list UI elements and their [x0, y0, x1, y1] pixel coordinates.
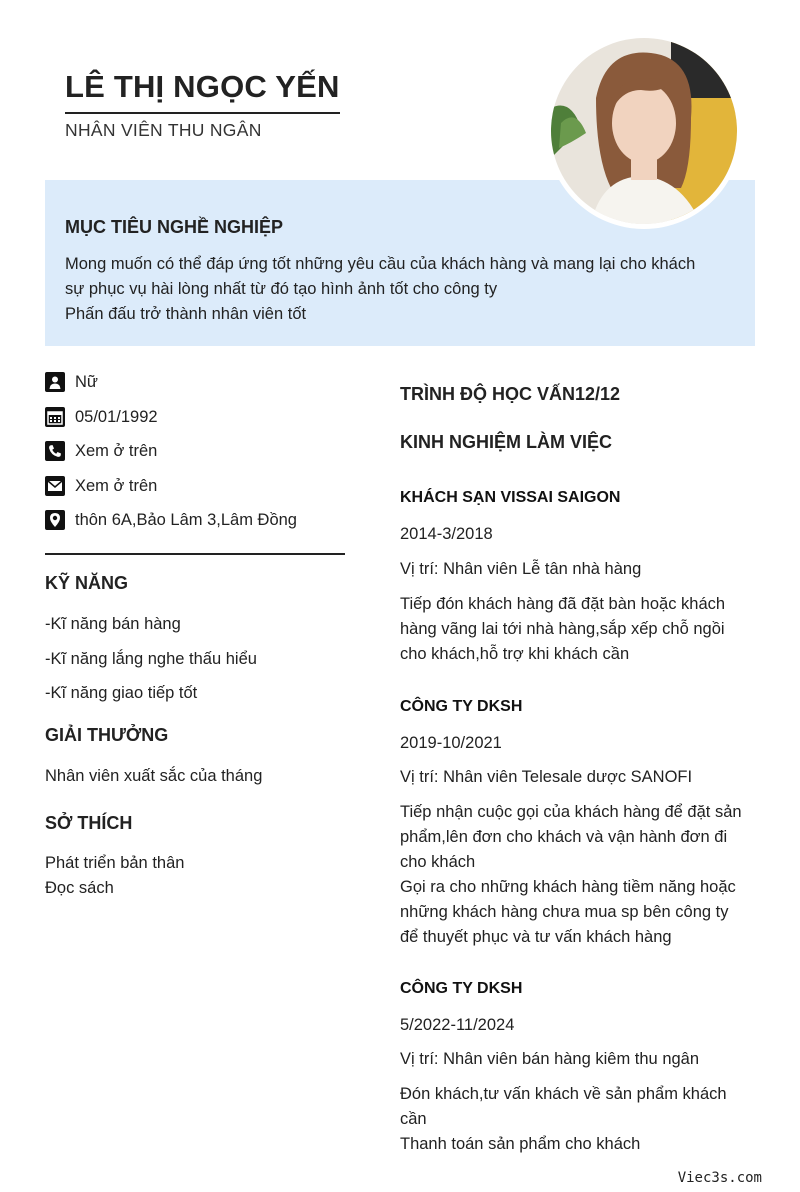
job-desc-line: Tiếp nhận cuộc gọi của khách hàng để đặt sản [400, 803, 742, 821]
job-desc-line: Tiếp đón khách hàng đã đặt bàn hoặc khách [400, 595, 726, 613]
objective-line: Phấn đấu trở thành nhân viên tốt [65, 305, 307, 323]
phone-value: Xem ở trên [75, 441, 158, 460]
job-company: CÔNG TY DKSH [400, 980, 523, 997]
address-value: thôn 6A,Bảo Lâm 3,Lâm Đồng [75, 510, 297, 529]
job-position: Vị trí: Nhân viên Lễ tân nhà hàng [400, 560, 642, 578]
job-desc-line: cho khách [400, 853, 476, 871]
gender-row [45, 371, 98, 393]
experience-heading: KINH NGHIỆM LÀM VIỆC [400, 432, 613, 452]
job-position: Vị trí: Nhân viên bán hàng kiêm thu ngân [400, 1050, 700, 1068]
user-icon [45, 372, 65, 392]
job-company: CÔNG TY DKSH [400, 698, 523, 715]
hobby-item: Phát triển bản thân [45, 854, 185, 872]
job-period: 5/2022-11/2024 [400, 1016, 515, 1034]
job-desc-line: Thanh toán sản phẩm cho khách [400, 1135, 641, 1153]
job-desc-line: để thuyết phục và tư vấn khách hàng [400, 928, 672, 946]
job-company: KHÁCH SẠN VISSAI SAIGON [400, 489, 621, 506]
job-title: NHÂN VIÊN THU NGÂN [65, 120, 262, 140]
profile-photo [546, 33, 742, 229]
education-heading: TRÌNH ĐỘ HỌC VẤN12/12 [400, 384, 621, 404]
watermark: Viec3s.com [677, 1170, 762, 1186]
job-period: 2019-10/2021 [400, 734, 502, 752]
skill-item: -Kĩ năng bán hàng [45, 615, 181, 633]
objective-line: sự phục vụ hài lòng nhất từ đó tạo hình ảnh tốt cho công ty [65, 280, 498, 298]
birthday-row [45, 406, 158, 428]
hobbies-heading: SỞ THÍCH [45, 813, 133, 833]
skill-item: -Kĩ năng giao tiếp tốt [45, 684, 198, 702]
job-desc-line: Gọi ra cho những khách hàng tiềm năng hoặc [400, 878, 736, 896]
job-desc-line: những khách hàng chưa mua sp bên công ty [400, 903, 729, 921]
phone-row [45, 440, 157, 462]
objective-line: Mong muốn có thể đáp ứng tốt những yêu cầu của khách hàng và mang lại cho khách [65, 255, 696, 273]
phone-icon [45, 441, 65, 461]
email-value: Xem ở trên [75, 476, 158, 495]
job-desc-line: hàng vãng lai tới nhà hàng,sắp xếp chỗ ngồi [400, 620, 725, 638]
candidate-name: LÊ THỊ NGỌC YẾN [65, 68, 340, 114]
objective-heading: MỤC TIÊU NGHỀ NGHIỆP [65, 217, 284, 237]
job-desc-line: phẩm,lên đơn cho khách và vận hành đơn đi [400, 828, 728, 846]
skill-item: -Kĩ năng lắng nghe thấu hiểu [45, 650, 257, 668]
job-description [400, 1082, 760, 1157]
job-desc-line: cần [400, 1110, 427, 1128]
address-row [45, 509, 297, 531]
calendar-icon [45, 407, 65, 427]
job-desc-line: Đón khách,tư vấn khách về sản phẩm khách [400, 1085, 727, 1103]
job-description [400, 800, 760, 950]
job-position: Vị trí: Nhân viên Telesale dược SANOFI [400, 768, 693, 786]
profile-photo-image [551, 38, 737, 224]
job-description [400, 592, 760, 667]
award-item: Nhân viên xuất sắc của tháng [45, 767, 263, 785]
birthday-value: 05/01/1992 [75, 407, 158, 426]
location-icon [45, 510, 65, 530]
skills-heading: KỸ NĂNG [45, 573, 129, 593]
awards-heading: GIẢI THƯỞNG [45, 725, 169, 745]
job-desc-line: cho khách,hỗ trợ khi khách cần [400, 645, 630, 663]
email-row [45, 475, 157, 497]
objective-text [65, 252, 735, 327]
email-icon [45, 476, 65, 496]
hobby-item: Đọc sách [45, 879, 114, 897]
gender-value: Nữ [75, 372, 98, 391]
job-period: 2014-3/2018 [400, 525, 493, 543]
left-divider [45, 553, 345, 555]
